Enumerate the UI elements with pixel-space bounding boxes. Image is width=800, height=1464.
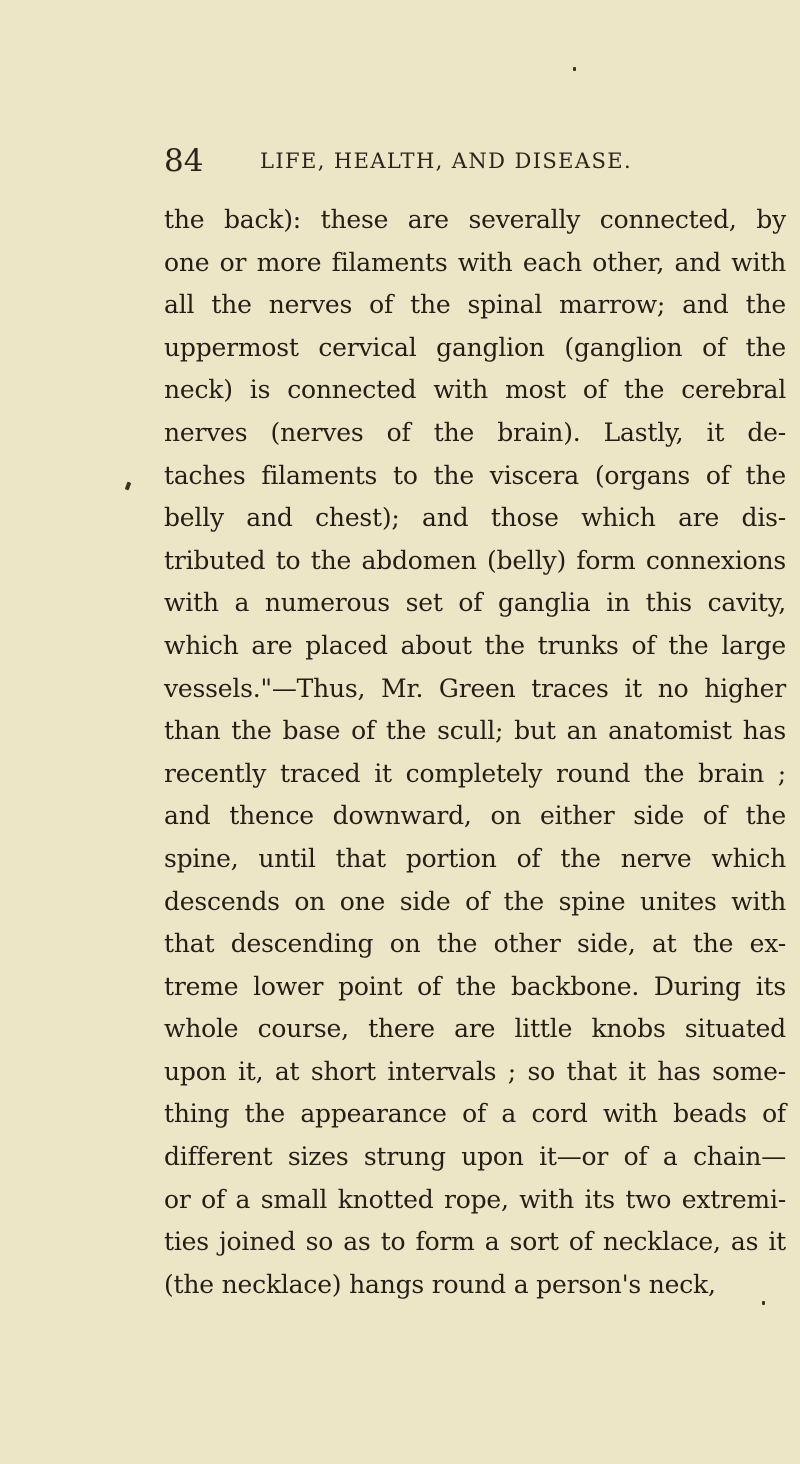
text-line: different sizes strung upon it—or of a chain— xyxy=(164,1142,786,1172)
text-line: descends on one side of the spine unites with xyxy=(164,886,786,916)
text-line: tributed to the abdomen (belly) form connexions xyxy=(164,545,786,575)
text-line: thing the appearance of a cord with beads of xyxy=(164,1099,786,1129)
text-line: nerves (nerves of the brain). Lastly, it de- xyxy=(164,417,786,447)
text-line: treme lower point of the backbone. During its xyxy=(164,971,786,1001)
text-line: taches filaments to the viscera (organs of the xyxy=(164,460,786,490)
text-line: neck) is connected with most of the cerebral xyxy=(164,375,786,405)
text-line: (the necklace) hangs round a person's neck, xyxy=(164,1269,716,1299)
text-line: and thence downward, on either side of the xyxy=(164,801,786,831)
text-line: uppermost cervical ganglion (ganglion of the xyxy=(164,332,786,362)
text-line: which are placed about the trunks of the large xyxy=(164,630,786,660)
text-line: or of a small knotted rope, with its two extremi- xyxy=(164,1184,786,1214)
text-line: whole course, there are little knobs situated xyxy=(164,1014,786,1044)
text-line: recently traced it completely round the brain ; xyxy=(164,758,786,788)
text-line: with a numerous set of ganglia in this cavity, xyxy=(164,588,786,618)
text-line: upon it, at short intervals ; so that it has some- xyxy=(164,1056,786,1086)
text-line: the back): these are severally connected, by xyxy=(164,205,786,234)
page-number: 84 xyxy=(164,143,204,179)
print-speck xyxy=(125,482,131,491)
text-line: all the nerves of the spinal marrow; and the xyxy=(164,290,786,320)
text-line: than the base of the scull; but an anatomist has xyxy=(164,716,786,746)
body-text xyxy=(164,199,786,1306)
text-line: belly and chest); and those which are dis- xyxy=(164,503,786,533)
running-head: LIFE, HEALTH, AND DISEASE. xyxy=(260,149,633,173)
text-line: spine, until that portion of the nerve which xyxy=(164,843,786,873)
print-speck xyxy=(573,67,576,71)
text-line: that descending on the other side, at the ex- xyxy=(164,929,786,959)
text-line: ties joined so as to form a sort of necklace, as it xyxy=(164,1227,786,1257)
text-line: one or more filaments with each other, and with xyxy=(164,247,786,277)
text-line: vessels."—Thus, Mr. Green traces it no higher xyxy=(164,673,786,703)
page-header xyxy=(164,143,784,183)
